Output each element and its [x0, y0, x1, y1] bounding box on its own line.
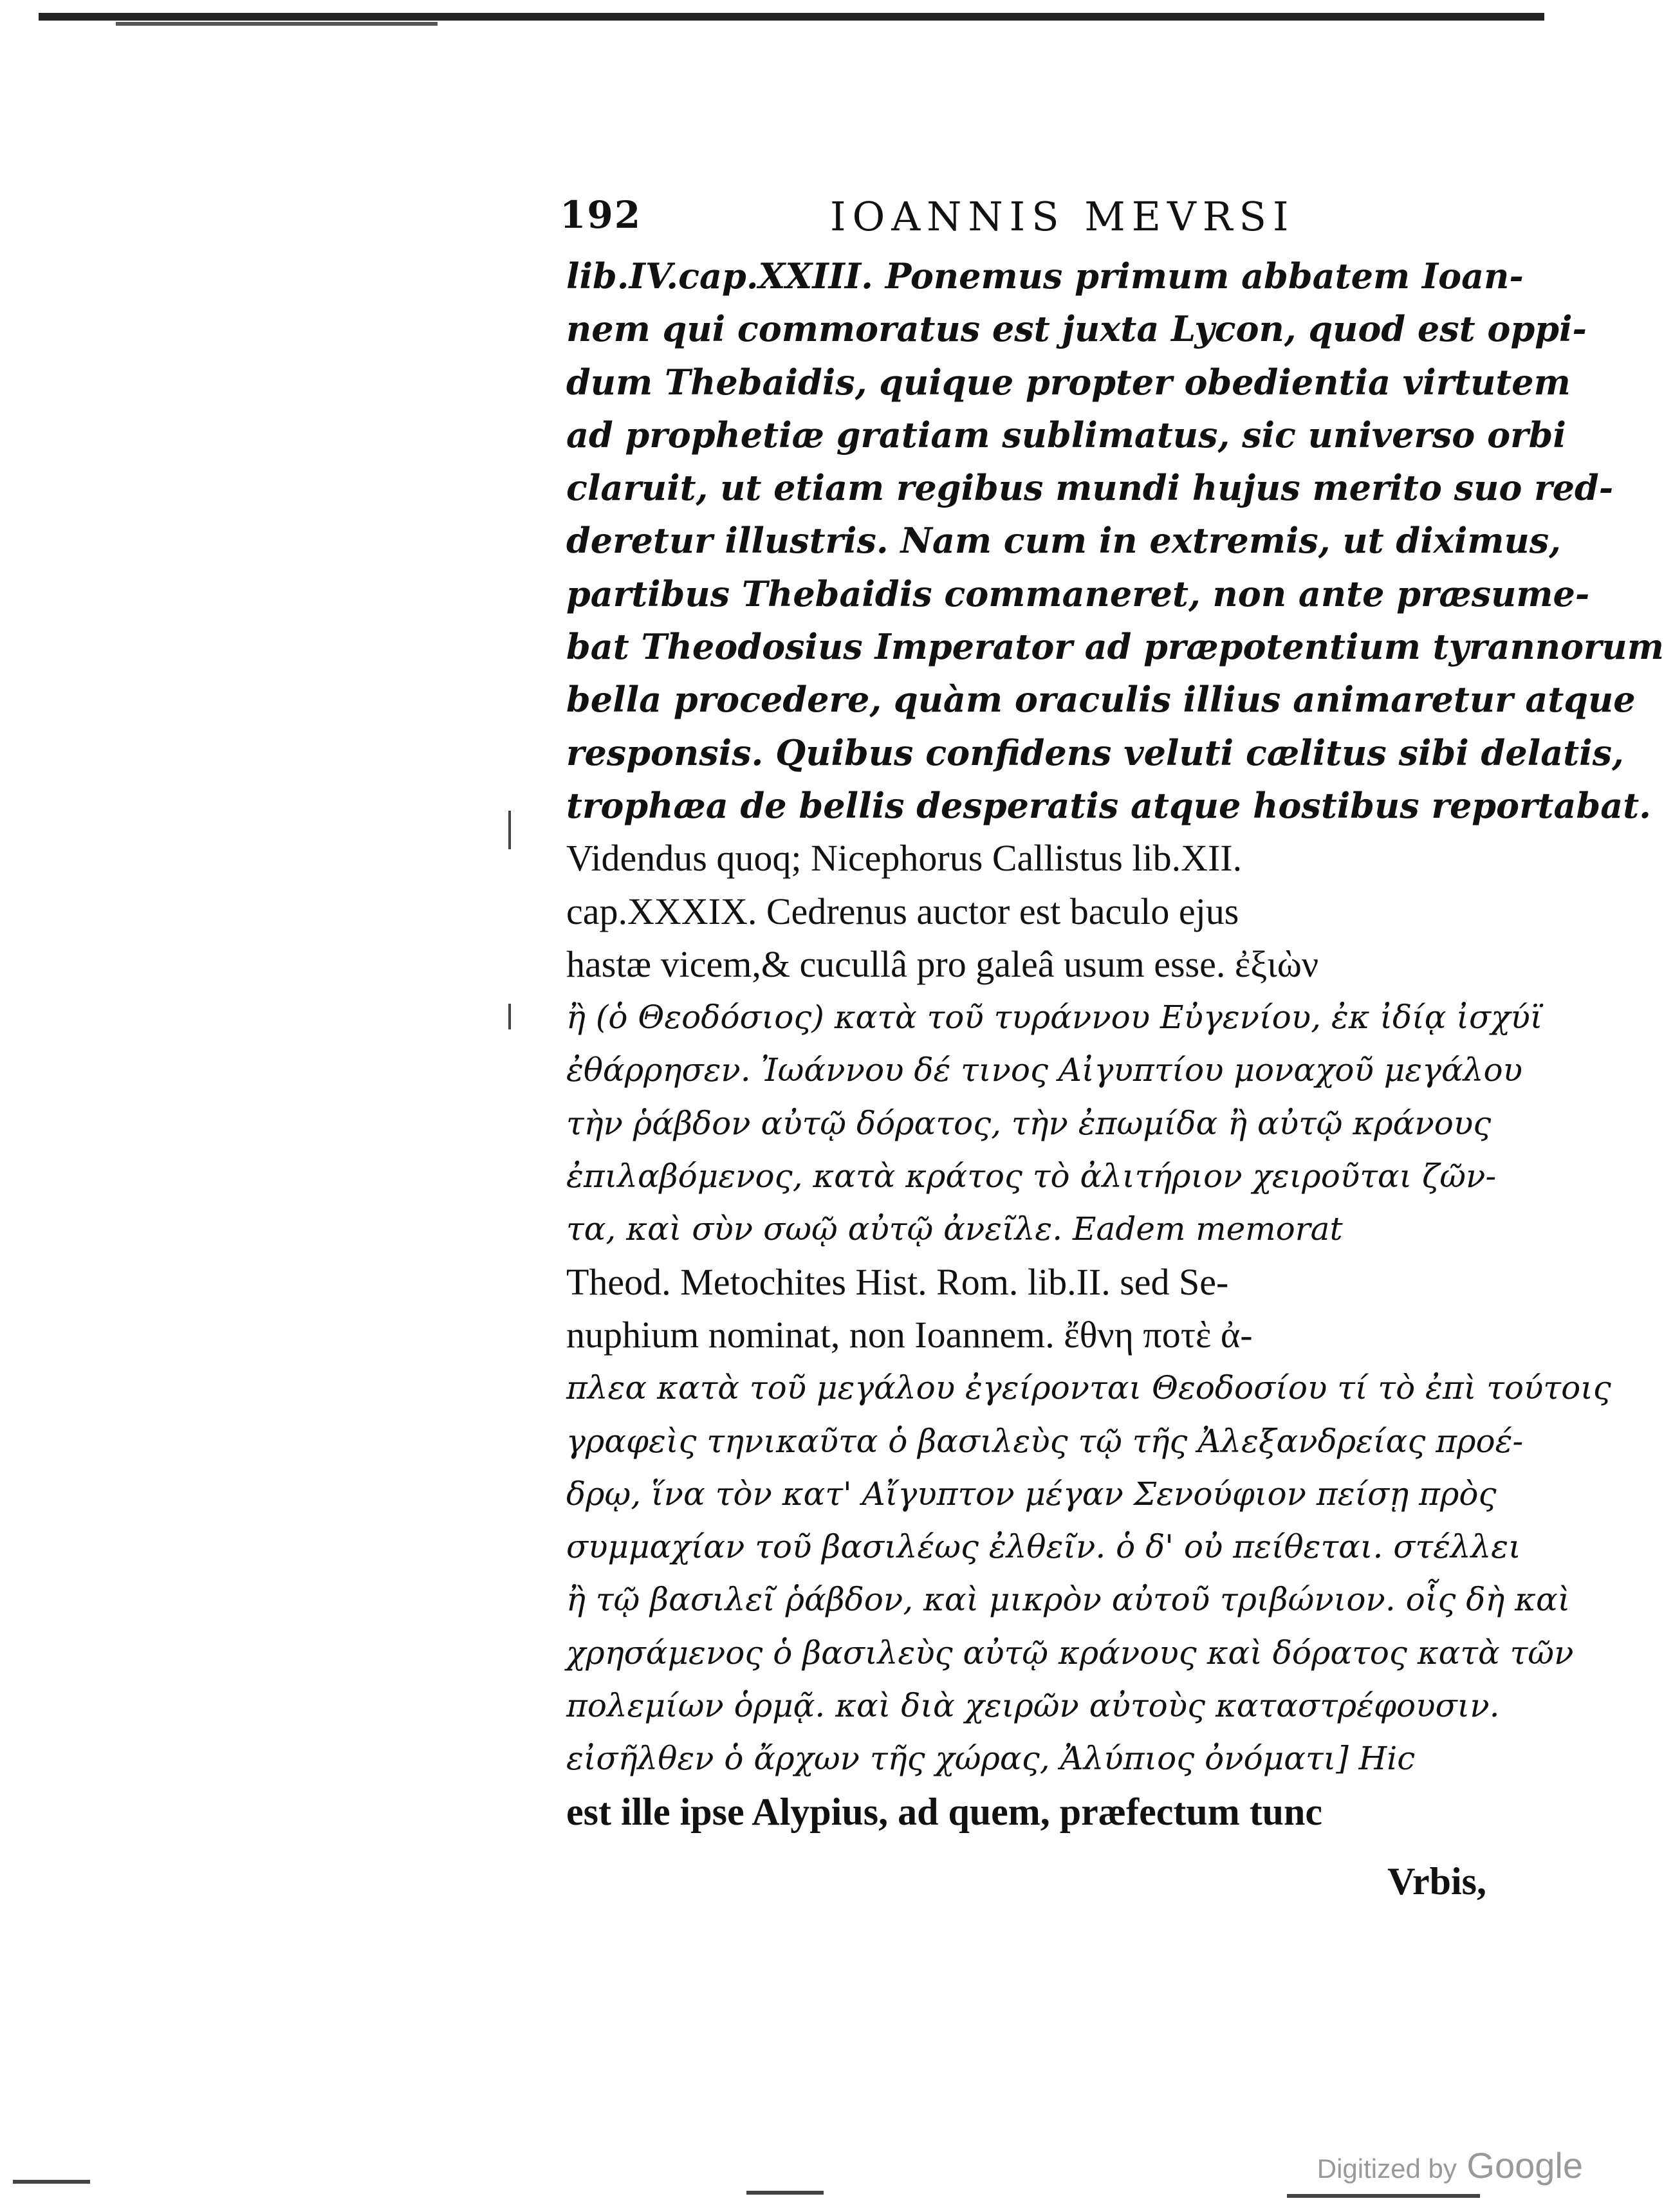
- text-line: τα, καὶ σὺν σωῷ αὐτῷ ἀνεῖλε. Eadem memorat: [566, 1210, 1343, 1248]
- text-line: est ille ipse Alypius, ad quem, præfectum tunc: [566, 1790, 1323, 1833]
- text-line: nem qui commoratus est juxta Lycon, quod est oppi-: [566, 308, 1587, 350]
- top-border-line: [39, 13, 1544, 21]
- text-line: hastæ vicem,& cucullâ pro galeâ usum esse. ἐξιὼν: [566, 943, 1319, 985]
- bottom-edge-line: [746, 2191, 824, 2195]
- text-line: συμμαχίαν τοῦ βασιλέως ἐλθεῖν. ὁ δ' οὐ πείθεται. στέλλει: [566, 1528, 1521, 1566]
- text-line: ἢ τῷ βασιλεῖ ῥάβδον, καὶ μικρὸν αὐτοῦ τριβώνιον. οἷς δὴ καὶ: [566, 1581, 1571, 1619]
- text-line: trophæa de bellis desperatis atque hostibus reportabat.: [566, 784, 1651, 826]
- text-line: εἰσῆλθεν ὁ ἄρχων τῆς χώρας, Ἀλύπιος ὀνόματι] Hic: [566, 1740, 1416, 1778]
- text-line: ἐπιλαβόμενος, κατὰ κράτος τὸ ἀλιτήριον χειροῦται ζῶν-: [566, 1157, 1497, 1195]
- text-line: Theod. Metochites Hist. Rom. lib.II. sed Se-: [566, 1260, 1229, 1303]
- bottom-edge-line: [13, 2180, 90, 2184]
- text-line: cap.XXXIX. Cedrenus auctor est baculo ejus: [566, 890, 1239, 932]
- left-margin-mark: [508, 811, 511, 849]
- text-line: deretur illustris. Nam cum in extremis, ut diximus,: [566, 520, 1561, 562]
- page-number: 192: [560, 193, 642, 237]
- text-line: lib.IV.cap.XXIII. Ponemus primum abbatem Ioan-: [566, 255, 1524, 297]
- text-block: [566, 251, 1664, 1839]
- text-line: nuphium nominat, non Ioannem. ἔθνη ποτὲ ἀ-: [566, 1313, 1253, 1356]
- text-line: ἐθάρρησεν. Ἰωάννου δέ τινος Αἰγυπτίου μοναχοῦ μεγάλου: [566, 1051, 1522, 1089]
- text-line: Videndus quoq; Nicephorus Callistus lib.XII.: [566, 837, 1243, 880]
- left-margin-mark: [508, 1004, 511, 1029]
- running-head: IOANNIS MEVRSI: [830, 193, 1295, 240]
- text-line: bella procedere, quàm oraculis illius animaretur atque: [566, 679, 1636, 721]
- text-line: dum Thebaidis, quique propter obedientia virtutem: [566, 361, 1571, 403]
- text-line: πλεα κατὰ τοῦ μεγάλου ἐγείρονται Θεοδοσίου τί τὸ ἐπὶ τούτοις: [566, 1369, 1611, 1407]
- text-line: ἢ (ὁ Θεοδόσιος) κατὰ τοῦ τυράννου Εὐγενίου, ἐκ ἰδίᾳ ἰσχύϊ: [566, 999, 1543, 1037]
- top-border-line-shadow: [116, 22, 438, 26]
- text-line: δρῳ, ἵνα τὸν κατ' Αἴγυπτον μέγαν Σενούφιον πείσῃ πρὸς: [566, 1475, 1497, 1513]
- bottom-edge-line: [1287, 2194, 1480, 2198]
- text-line: χρησάμενος ὁ βασιλεὺς αὐτῷ κράνους καὶ δόρατος κατὰ τῶν: [566, 1634, 1574, 1672]
- text-line: πολεμίων ὁρμᾷ. καὶ διὰ χειρῶν αὐτοὺς καταστρέφουσιν.: [566, 1687, 1500, 1725]
- text-line: ad prophetiæ gratiam sublimatus, sic universo orbi: [566, 414, 1566, 456]
- text-line: γραφεὶς τηνικαῦτα ὁ βασιλεὺς τῷ τῆς Ἀλεξανδρείας προέ-: [566, 1422, 1524, 1460]
- watermark-prefix: Digitized by: [1317, 2153, 1457, 2184]
- text-line: claruit, ut etiam regibus mundi hujus merito suo red-: [566, 467, 1614, 509]
- text-line: τὴν ῥάβδον αὐτῷ δόρατος, τὴν ἐπωμίδα ἢ αὐτῷ κράνους: [566, 1104, 1492, 1142]
- page-header: [560, 193, 1551, 251]
- digitized-by-google-watermark: [1317, 2144, 1583, 2186]
- catchword: Vrbis,: [1387, 1860, 1486, 1903]
- text-line: partibus Thebaidis commaneret, non ante præsume-: [566, 573, 1590, 614]
- watermark-brand: Google: [1466, 2145, 1583, 2186]
- text-line: responsis. Quibus confidens veluti cælitus sibi delatis,: [566, 732, 1624, 773]
- text-line: bat Theodosius Imperator ad præpotentium tyrannorum: [566, 626, 1664, 668]
